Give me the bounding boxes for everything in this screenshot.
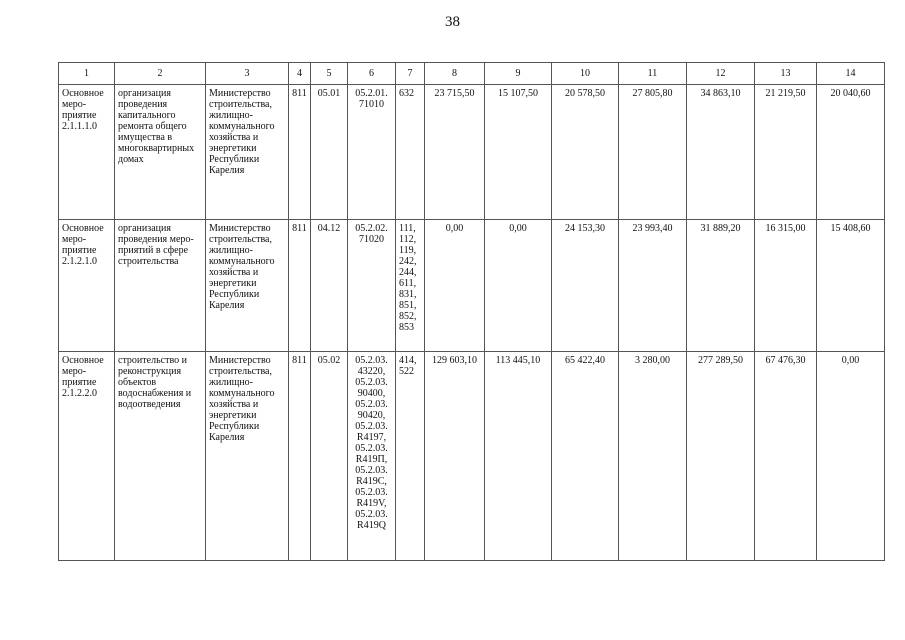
cell-amount: 3 280,00 — [619, 352, 687, 561]
cell-csr: 05.2.03. 43220, 05.2.03. 90400, 05.2.03. 90420, 05.2.03. R4197, 05.2.03. R419П, 05.2.03. R419C, 05.2.03. R419V, 05.2.03. R419Q — [348, 352, 396, 561]
table-row — [59, 352, 885, 561]
cell-rzpr: 05.01 — [311, 85, 348, 220]
table-row — [59, 85, 885, 220]
cell-grbs: 811 — [289, 220, 311, 352]
cell-executor: Министерство строительства, жилищно-коммунального хозяйства и энергетики Республики Карелия — [206, 220, 289, 352]
cell-vr: 632 — [396, 85, 425, 220]
cell-amount: 15 408,60 — [817, 220, 885, 352]
cell-amount: 0,00 — [485, 220, 552, 352]
column-header: 14 — [817, 63, 885, 85]
cell-grbs: 811 — [289, 352, 311, 561]
cell-amount: 113 445,10 — [485, 352, 552, 561]
cell-rzpr: 05.02 — [311, 352, 348, 561]
cell-amount: 0,00 — [817, 352, 885, 561]
column-header: 7 — [396, 63, 425, 85]
cell-event-code: Основное меро-приятие 2.1.1.1.0 — [59, 85, 115, 220]
cell-csr: 05.2.01. 71010 — [348, 85, 396, 220]
column-header: 8 — [425, 63, 485, 85]
cell-amount: 277 289,50 — [687, 352, 755, 561]
column-header: 1 — [59, 63, 115, 85]
column-header: 11 — [619, 63, 687, 85]
cell-amount: 67 476,30 — [755, 352, 817, 561]
cell-vr: 414, 522 — [396, 352, 425, 561]
column-header: 2 — [115, 63, 206, 85]
column-header: 9 — [485, 63, 552, 85]
cell-amount: 24 153,30 — [552, 220, 619, 352]
cell-amount: 21 219,50 — [755, 85, 817, 220]
cell-executor: Министерство строительства, жилищно-коммунального хозяйства и энергетики Республики Карелия — [206, 85, 289, 220]
cell-amount: 23 993,40 — [619, 220, 687, 352]
table-row — [59, 220, 885, 352]
cell-amount: 20 040,60 — [817, 85, 885, 220]
cell-amount: 27 805,80 — [619, 85, 687, 220]
header-row — [59, 63, 885, 85]
cell-event-code: Основное меро-приятие 2.1.2.1.0 — [59, 220, 115, 352]
budget-table — [58, 62, 885, 561]
cell-rzpr: 04.12 — [311, 220, 348, 352]
cell-amount: 34 863,10 — [687, 85, 755, 220]
cell-amount: 31 889,20 — [687, 220, 755, 352]
column-header: 13 — [755, 63, 817, 85]
cell-amount: 0,00 — [425, 220, 485, 352]
cell-amount: 65 422,40 — [552, 352, 619, 561]
cell-csr: 05.2.02. 71020 — [348, 220, 396, 352]
cell-amount: 16 315,00 — [755, 220, 817, 352]
column-header: 10 — [552, 63, 619, 85]
column-header: 12 — [687, 63, 755, 85]
cell-event-name: организация проведения меро-приятий в сфере строительства — [115, 220, 206, 352]
cell-amount: 20 578,50 — [552, 85, 619, 220]
cell-amount: 23 715,50 — [425, 85, 485, 220]
cell-event-name: организация проведения капитального ремонта общего имущества в многоквартирных домах — [115, 85, 206, 220]
page-number: 38 — [445, 14, 460, 30]
column-header: 4 — [289, 63, 311, 85]
cell-executor: Министерство строительства, жилищно-коммунального хозяйства и энергетики Республики Карелия — [206, 352, 289, 561]
cell-amount: 15 107,50 — [485, 85, 552, 220]
cell-vr: 111, 112, 119, 242, 244, 611, 831, 851, 852, 853 — [396, 220, 425, 352]
column-header: 3 — [206, 63, 289, 85]
cell-grbs: 811 — [289, 85, 311, 220]
cell-event-name: строительство и реконструкция объектов водоснабжения и водоотведения — [115, 352, 206, 561]
cell-amount: 129 603,10 — [425, 352, 485, 561]
column-header: 6 — [348, 63, 396, 85]
cell-event-code: Основное меро-приятие 2.1.2.2.0 — [59, 352, 115, 561]
column-header: 5 — [311, 63, 348, 85]
